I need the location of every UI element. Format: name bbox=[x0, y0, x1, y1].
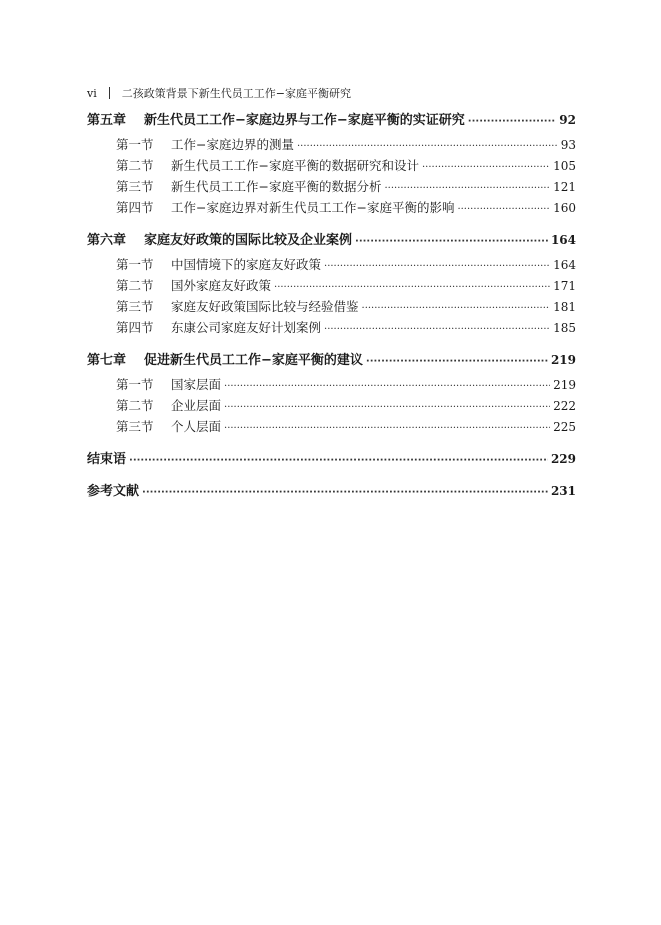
section-number: 第二节 bbox=[116, 278, 154, 293]
chapter-page-number: 92 bbox=[559, 113, 576, 127]
section-page-number: 121 bbox=[553, 180, 576, 194]
section-number: 第一节 bbox=[116, 257, 154, 272]
section-number: 第三节 bbox=[116, 419, 154, 434]
dot-leader bbox=[224, 377, 550, 397]
section-title: 东康公司家庭友好计划案例 bbox=[171, 320, 322, 335]
toc-section-entry[interactable] bbox=[87, 156, 576, 176]
chapter-number: 第六章 bbox=[87, 233, 127, 248]
toc-section-entry[interactable] bbox=[87, 297, 576, 317]
section-number: 第一节 bbox=[116, 377, 154, 392]
dot-leader bbox=[468, 112, 557, 132]
toc-section-entry[interactable] bbox=[87, 318, 576, 338]
chapter-page-number: 164 bbox=[550, 233, 576, 247]
section-number: 第三节 bbox=[116, 299, 154, 314]
section-page-number: 222 bbox=[553, 399, 576, 413]
section-number: 第一节 bbox=[116, 137, 154, 152]
section-page-number: 93 bbox=[560, 138, 576, 152]
running-header bbox=[87, 85, 351, 101]
section-title: 工作−家庭边界的测量 bbox=[171, 137, 294, 152]
toc-section-entry[interactable] bbox=[87, 177, 576, 197]
dot-leader bbox=[422, 158, 550, 178]
section-page-number: 185 bbox=[553, 321, 576, 335]
dot-leader bbox=[274, 278, 550, 298]
section-title: 个人层面 bbox=[171, 419, 222, 434]
chapter-title: 家庭友好政策的国际比较及企业案例 bbox=[144, 233, 353, 248]
dot-leader bbox=[129, 451, 548, 471]
chapter-title: 新生代员工工作−家庭边界与工作−家庭平衡的实证研究 bbox=[144, 113, 465, 128]
toc-chapter-entry[interactable] bbox=[87, 110, 576, 130]
section-page-number: 171 bbox=[553, 279, 576, 293]
table-of-contents bbox=[87, 110, 576, 501]
toc-section-entry[interactable] bbox=[87, 276, 576, 296]
section-page-number: 160 bbox=[553, 201, 576, 215]
section-number: 第四节 bbox=[116, 200, 154, 215]
section-title: 企业层面 bbox=[171, 398, 222, 413]
toc-section-entry[interactable] bbox=[87, 135, 576, 155]
section-title: 国外家庭友好政策 bbox=[171, 278, 272, 293]
chapter-title: 促进新生代员工工作−家庭平衡的建议 bbox=[144, 353, 363, 368]
section-number: 第二节 bbox=[116, 398, 154, 413]
section-title: 国家层面 bbox=[171, 377, 222, 392]
dot-leader bbox=[224, 419, 550, 439]
dot-leader bbox=[355, 232, 548, 252]
section-number: 第二节 bbox=[116, 158, 154, 173]
dot-leader bbox=[366, 352, 548, 372]
section-page-number: 219 bbox=[553, 378, 576, 392]
section-title: 新生代员工工作−家庭平衡的数据研究和设计 bbox=[171, 158, 419, 173]
dot-leader bbox=[142, 483, 548, 503]
section-number: 第四节 bbox=[116, 320, 154, 335]
chapter-title: 参考文献 bbox=[87, 484, 140, 499]
toc-chapter-entry[interactable] bbox=[87, 481, 576, 501]
chapter-title: 结束语 bbox=[87, 452, 127, 467]
toc-chapter-entry[interactable] bbox=[87, 449, 576, 469]
chapter-number: 第七章 bbox=[87, 353, 127, 368]
chapter-number: 第五章 bbox=[87, 113, 127, 128]
book-title: 二孩政策背景下新生代员工工作−家庭平衡研究 bbox=[121, 87, 351, 100]
dot-leader bbox=[224, 398, 550, 418]
toc-section-entry[interactable] bbox=[87, 417, 576, 437]
toc-chapter-entry[interactable] bbox=[87, 350, 576, 370]
page-number: vi bbox=[87, 86, 97, 100]
toc-section-entry[interactable] bbox=[87, 255, 576, 275]
section-title: 中国情境下的家庭友好政策 bbox=[171, 257, 322, 272]
header-divider bbox=[109, 87, 110, 99]
dot-leader bbox=[324, 257, 550, 277]
section-page-number: 181 bbox=[553, 300, 576, 314]
toc-section-entry[interactable] bbox=[87, 396, 576, 416]
toc-section-entry[interactable] bbox=[87, 375, 576, 395]
chapter-page-number: 229 bbox=[550, 452, 576, 466]
dot-leader bbox=[457, 200, 550, 220]
section-number: 第三节 bbox=[116, 179, 154, 194]
section-title: 家庭友好政策国际比较与经验借鉴 bbox=[171, 299, 359, 314]
section-page-number: 105 bbox=[553, 159, 576, 173]
chapter-page-number: 219 bbox=[550, 353, 576, 367]
dot-leader bbox=[297, 137, 558, 157]
dot-leader bbox=[324, 320, 550, 340]
section-page-number: 225 bbox=[553, 420, 576, 434]
chapter-page-number: 231 bbox=[550, 484, 576, 498]
dot-leader bbox=[384, 179, 550, 199]
toc-chapter-entry[interactable] bbox=[87, 230, 576, 250]
section-title: 新生代员工工作−家庭平衡的数据分析 bbox=[171, 179, 382, 194]
section-title: 工作−家庭边界对新生代员工工作−家庭平衡的影响 bbox=[171, 200, 455, 215]
dot-leader bbox=[362, 299, 551, 319]
toc-section-entry[interactable] bbox=[87, 198, 576, 218]
section-page-number: 164 bbox=[553, 258, 576, 272]
